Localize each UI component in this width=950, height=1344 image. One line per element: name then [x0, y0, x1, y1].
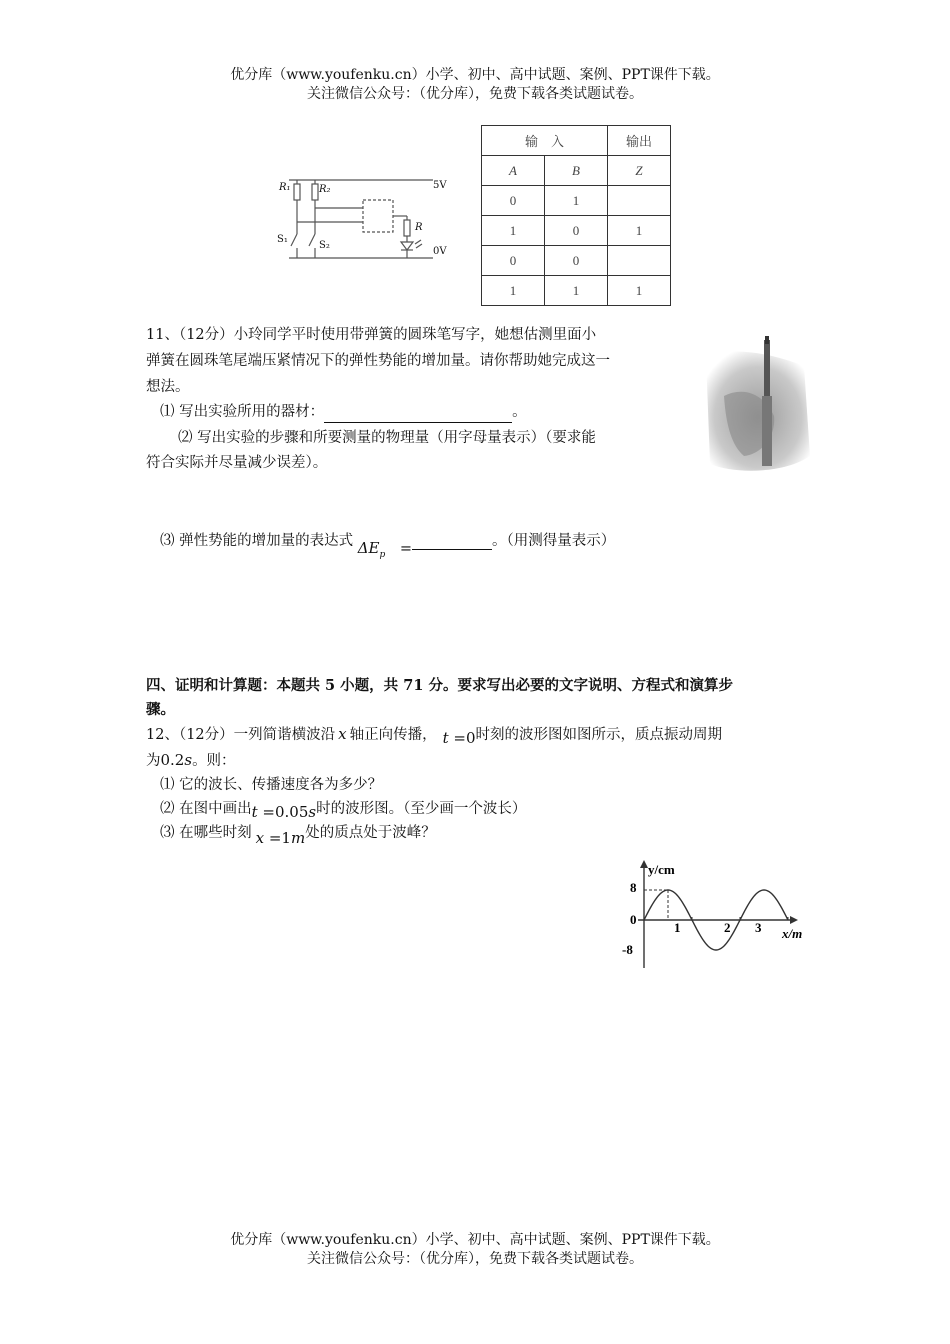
- r2-label: R₂: [319, 184, 331, 195]
- s1-label: S₁: [277, 234, 288, 245]
- q11-part-1-blank: [324, 402, 512, 423]
- table-cell: 1: [608, 276, 671, 306]
- q11-part-3: [160, 530, 616, 560]
- q11-line-1: 11、（12分）小玲同学平时使用带弹簧的圆珠笔写字，她想估测里面小: [146, 327, 597, 343]
- q11-part-1-label: ⑴ 写出实验所用的器材：: [160, 404, 325, 420]
- table-row: [482, 186, 671, 216]
- q11-part-3-equals: =: [399, 541, 413, 557]
- header-line-2: 关注微信公众号：（优分库），免费下载各类试题试卷。: [307, 86, 643, 102]
- table-cell: 0: [545, 246, 608, 276]
- table-cell: 1: [545, 186, 608, 216]
- section-4-heading-cont: 骤。: [146, 701, 175, 718]
- table-cell: 0: [482, 186, 545, 216]
- x-tick-2: 2: [724, 920, 731, 935]
- q11-part-2-line-2: 符合实际并尽量减少误差）。: [146, 455, 328, 471]
- x-axis-arrow: [790, 916, 798, 924]
- y-tick-8: 8: [630, 880, 637, 895]
- table-row: [482, 276, 671, 306]
- x-axis-label: x/m: [782, 926, 803, 941]
- table-cell: 1: [608, 216, 671, 246]
- footer-line-1: 优分库（www.youfenku.cn）小学、初中、高中试题、案例、PPT课件下载。: [230, 1232, 720, 1248]
- wave-chart: [614, 856, 814, 974]
- footer-line-2: 关注微信公众号：（优分库），免费下载各类试题试卷。: [307, 1251, 643, 1267]
- q11-part-2-line-1: ⑵ 写出实验的步骤和所要测量的物理量（用字母量表示）（要求能: [178, 430, 596, 446]
- q11-part-3-end: 。（用测得量表示）: [492, 533, 616, 549]
- r1-label: R₁: [279, 182, 291, 193]
- logic-circuit-diagram: [275, 170, 465, 265]
- delta-ep-symbol: $\Delta E_p$: [357, 539, 386, 560]
- q12-line-2: 为0.2s。则：: [146, 751, 236, 769]
- y-axis-label: y/cm: [648, 862, 675, 877]
- q11-part-3-blank: [412, 529, 492, 550]
- header-line-1: 优分库（www.youfenku.cn）小学、初中、高中试题、案例、PPT课件下载。: [230, 67, 720, 83]
- q11-part-3-label: ⑶ 弹性势能的增加量的表达式: [160, 533, 354, 549]
- y-axis-arrow: [640, 860, 648, 868]
- truth-table-col-z: Z: [608, 156, 671, 186]
- q12-part-3: ⑶ 在哪些时刻 x =1m处的质点处于波峰？: [160, 825, 436, 847]
- table-cell: 1: [545, 276, 608, 306]
- truth-table-output-header: 输出: [608, 126, 671, 156]
- 5v-label: 5V: [433, 180, 447, 191]
- pen-photo: [704, 336, 812, 476]
- q12-part-2: ⑵ 在图中画出t =0.05s时的波形图。（至少画一个波长）: [160, 801, 527, 821]
- 0v-label: 0V: [433, 246, 447, 257]
- x-tick-1: 1: [674, 920, 681, 935]
- table-cell: [608, 246, 671, 276]
- truth-table-col-b: B: [545, 156, 608, 186]
- r-label: R: [415, 222, 423, 233]
- x-tick-3: 3: [755, 920, 762, 935]
- pen-photo-drawing: [704, 336, 812, 476]
- y-tick-neg8: -8: [622, 942, 633, 957]
- q11-line-3: 想法。: [146, 379, 190, 395]
- section-4-heading: 四、证明和计算题：本题共 5 小题，共 71 分。要求写出必要的文字说明、方程式和演算步: [146, 677, 733, 694]
- s2-label: S₂: [319, 240, 330, 251]
- y-tick-0: 0: [630, 912, 637, 927]
- table-cell: 1: [482, 216, 545, 246]
- table-cell: 1: [482, 276, 545, 306]
- truth-table-input-header: 输 入: [482, 126, 608, 156]
- table-row: [482, 246, 671, 276]
- q12-line-1: 12、（12分）一列简谐横波沿 x 轴正向传播， t =0时刻的波形图如图所示，质点振动周期: [146, 725, 723, 747]
- truth-table-col-a: A: [482, 156, 545, 186]
- truth-table: [481, 125, 671, 306]
- q11-part-1-end: 。: [512, 404, 527, 420]
- table-cell: 0: [482, 246, 545, 276]
- q11-line-2: 弹簧在圆珠笔尾端压紧情况下的弹性势能的增加量。请你帮助她完成这一: [146, 353, 610, 369]
- table-cell: [608, 186, 671, 216]
- table-cell: 0: [545, 216, 608, 246]
- table-row: [482, 216, 671, 246]
- q12-part-1: ⑴ 它的波长、传播速度各为多少？: [160, 777, 383, 793]
- q11-part-1: [160, 402, 527, 423]
